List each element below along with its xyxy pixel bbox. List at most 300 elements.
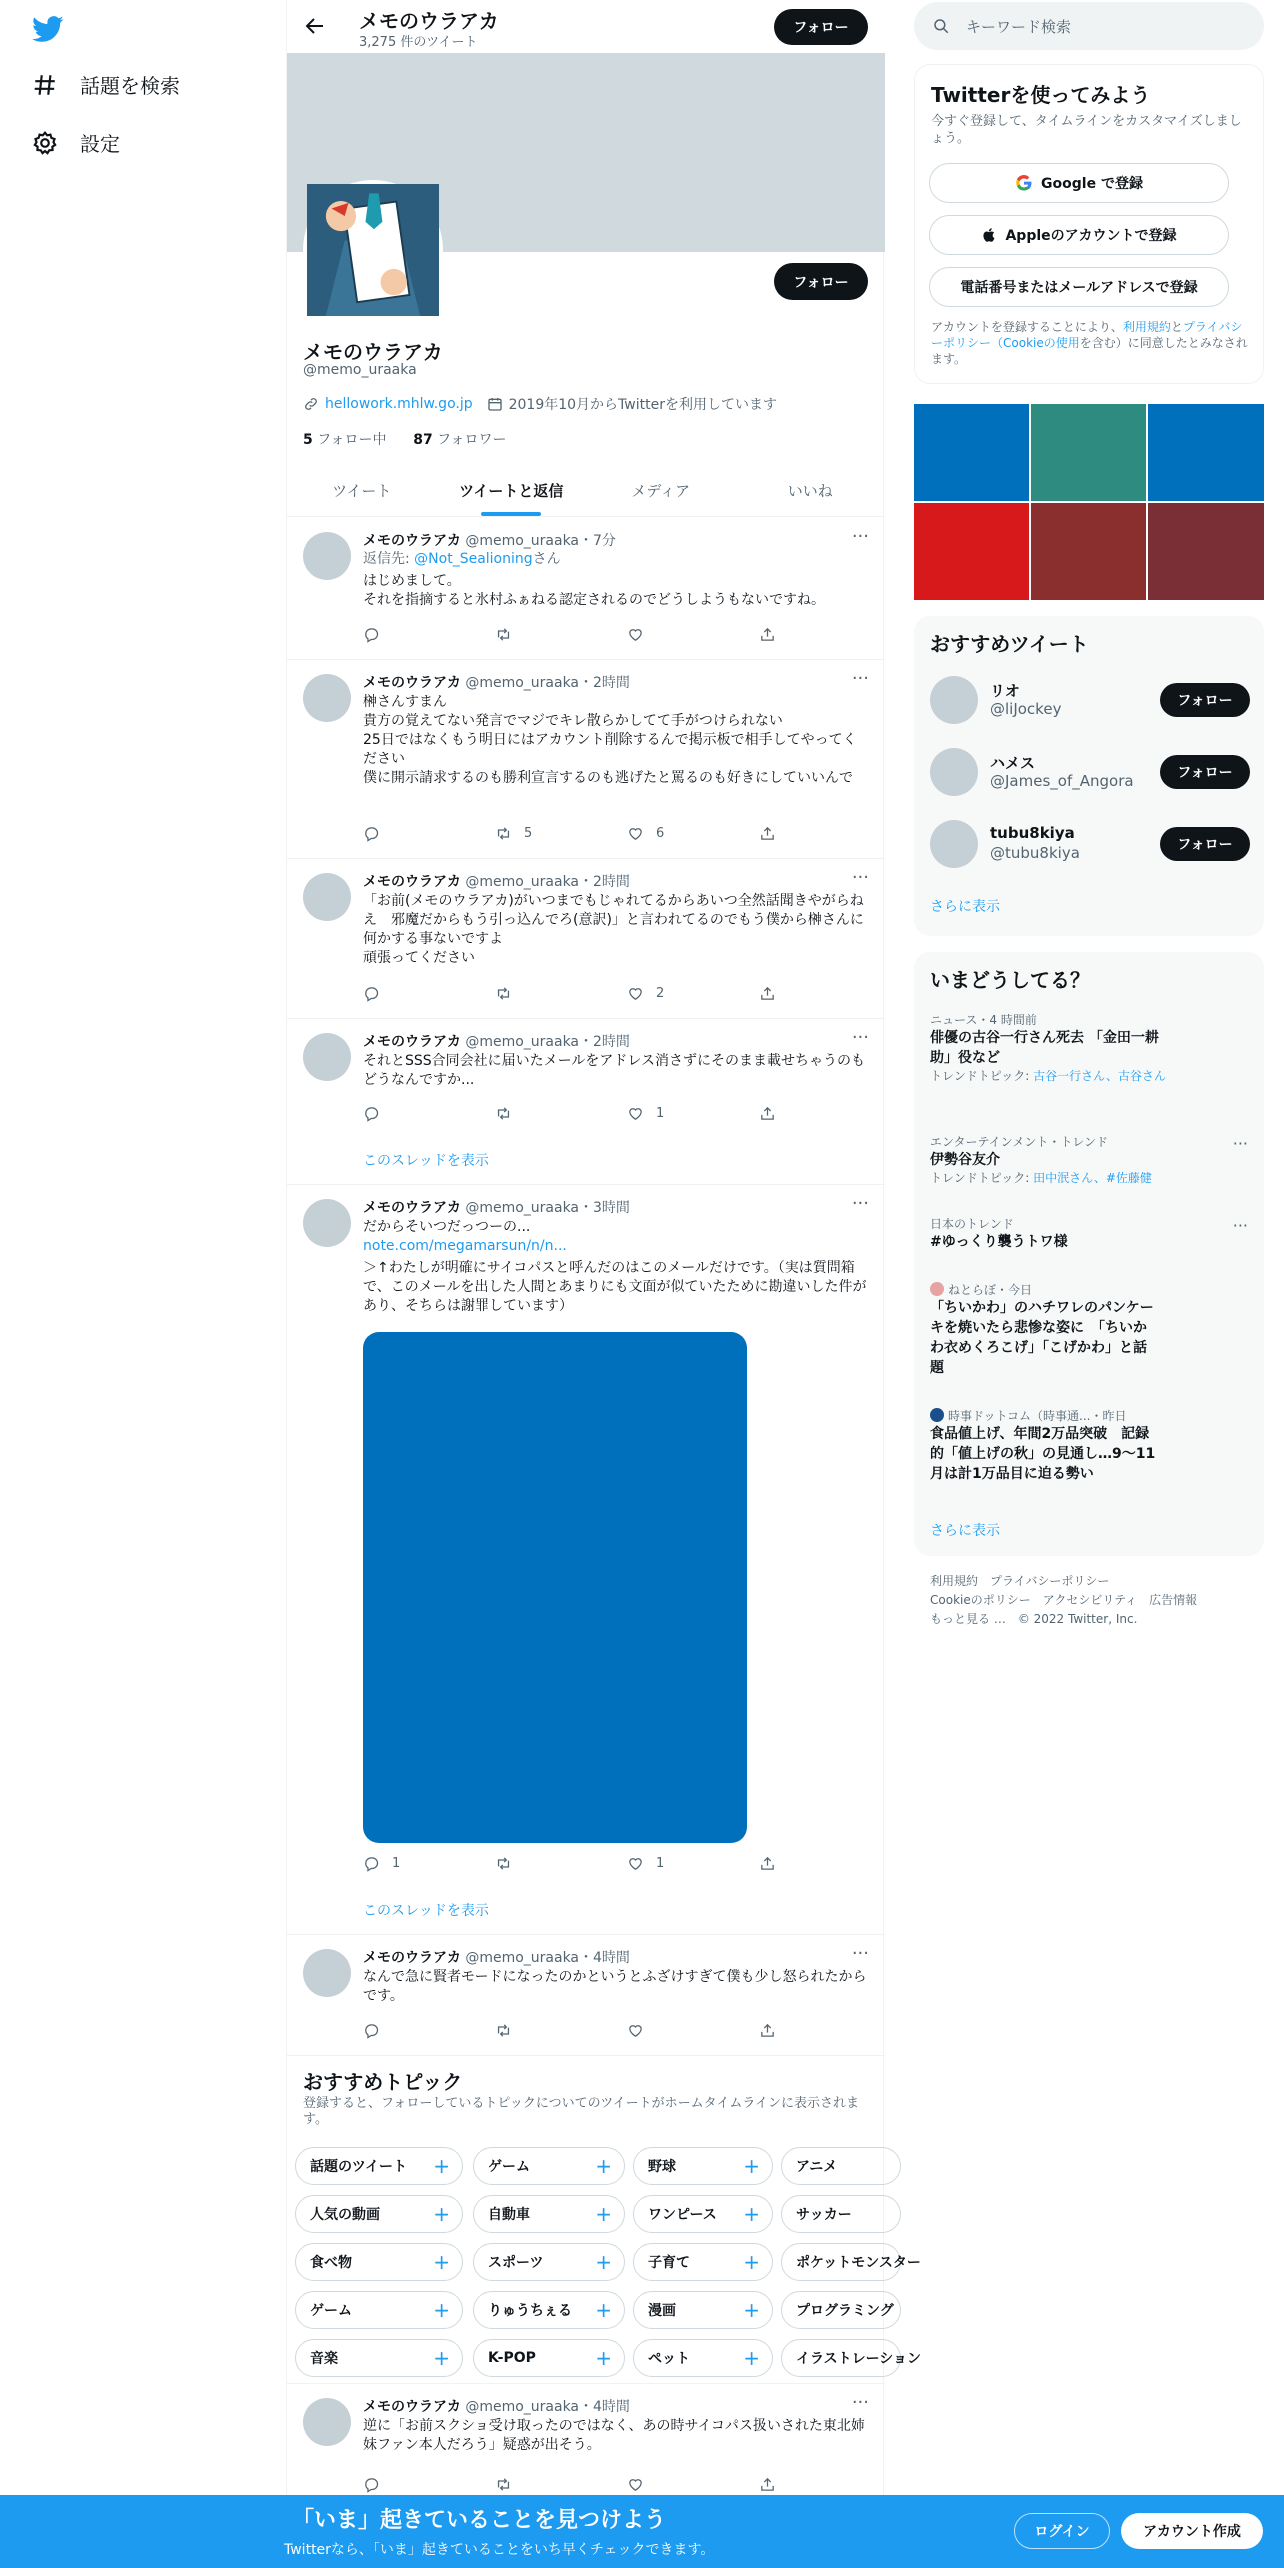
mosaic-tile[interactable] <box>1031 503 1146 600</box>
tweet-time[interactable]: 7分 <box>593 533 616 549</box>
privacy-link[interactable]: プライバシーポリシー（Cookieの使用 <box>931 320 1243 350</box>
topic-chip[interactable] <box>633 2339 773 2377</box>
topic-chip[interactable] <box>633 2291 773 2329</box>
tweet-header <box>363 871 630 891</box>
tweet-avatar[interactable] <box>303 873 351 921</box>
topic-chip-label: 話題のツイート <box>310 2159 408 2175</box>
trends-show-more[interactable]: さらに表示 <box>930 1523 1000 1539</box>
header-tweet-count: 3,275 件のツイート <box>359 35 478 50</box>
like-icon <box>627 626 644 643</box>
profile-meta <box>303 394 777 414</box>
followers-link[interactable] <box>413 432 506 448</box>
legal-post: を含む）に同意したとみなされます。 <box>931 336 1248 366</box>
recommend-user[interactable] <box>930 818 1250 870</box>
like-icon <box>627 1105 644 1122</box>
recommend-title: おすすめツイート <box>930 632 1089 656</box>
tweet-time[interactable]: 3時間 <box>593 1200 630 1216</box>
trend-title: 食品値上げ、年間2万品突破 記録的「値上げの秋」の見通し…9～11月は計1万品目に迫る勢い <box>930 1426 1156 1482</box>
reply-icon <box>363 825 380 842</box>
trend-item[interactable] <box>930 1216 1248 1252</box>
nav-explore[interactable] <box>32 70 180 99</box>
tweet-actions <box>363 1105 803 1125</box>
topic-chip-label: アニメ <box>796 2159 838 2175</box>
like-count: 1 <box>656 1856 665 1871</box>
plus-icon: + <box>743 2154 760 2178</box>
reply-button[interactable] <box>363 1855 400 1872</box>
signup-banner <box>0 2495 1284 2568</box>
google-signup-label: Google で登録 <box>1041 176 1143 192</box>
reply-icon <box>363 2476 380 2493</box>
back-arrow-icon[interactable] <box>303 14 327 38</box>
profile-follow-button[interactable]: フォロー <box>774 263 868 300</box>
plus-icon: + <box>743 2250 760 2274</box>
recommend-avatar[interactable] <box>930 748 978 796</box>
tweet-text: だからそいつだっつーの... <box>363 1219 531 1235</box>
like-icon <box>627 1855 644 1872</box>
followers-label: フォロワー <box>437 432 507 448</box>
trend-title: 俳優の古谷一行さん死去 「金田一耕助」役など <box>930 1030 1159 1066</box>
tweet-avatar[interactable] <box>303 1949 351 1997</box>
topic-chip-label: 自動車 <box>488 2207 530 2223</box>
topic-chip-label: K-POP <box>488 2350 536 2366</box>
recommend-follow-button[interactable]: フォロー <box>1160 683 1250 717</box>
tweet[interactable] <box>287 518 885 660</box>
tab-media[interactable]: メディア <box>631 481 691 500</box>
plus-icon: + <box>433 2298 450 2322</box>
tweet-dot: ・ <box>579 1200 594 1216</box>
plus-icon: + <box>595 2298 612 2322</box>
like-button[interactable] <box>627 626 656 643</box>
more-options-icon[interactable]: ··· <box>851 668 869 689</box>
share-button[interactable] <box>759 2022 776 2039</box>
reply-icon <box>363 1105 380 1122</box>
tweet-reply-context <box>363 550 869 569</box>
signup-title: Twitterを使ってみよう <box>931 83 1151 107</box>
search-placeholder: キーワード検索 <box>966 17 1072 36</box>
trend-topics-prefix: トレンドトピック: <box>930 1171 1034 1185</box>
plus-icon: + <box>433 2250 450 2274</box>
topic-chip-label: ゲーム <box>310 2303 352 2319</box>
topic-chip[interactable] <box>295 2291 463 2329</box>
retweet-count: 5 <box>524 826 533 841</box>
tweet-text: はじめまして。 それを指摘すると氷村ふぁねる認定されるのでどうしようもないですね。 <box>363 573 825 608</box>
tweet[interactable] <box>287 1185 885 1935</box>
nav-settings-label: 設定 <box>80 132 120 156</box>
tweet-time[interactable]: 2時間 <box>593 1034 630 1050</box>
share-icon <box>759 2022 776 2039</box>
tweet-header <box>363 530 616 550</box>
like-count: 2 <box>656 986 665 1001</box>
reply-button[interactable] <box>363 985 392 1002</box>
plus-icon: + <box>743 2346 760 2370</box>
header-name: メモのウラアカ <box>359 9 499 33</box>
trend-topics <box>930 1068 1170 1084</box>
share-button[interactable] <box>759 825 776 842</box>
tweet-dot: ・ <box>579 1034 594 1050</box>
mosaic-tile[interactable] <box>1148 404 1264 501</box>
topic-chip-label: 人気の動画 <box>310 2207 380 2223</box>
reply-button[interactable] <box>363 2022 392 2039</box>
recommend-name: tubu8kiya <box>990 824 1075 842</box>
topic-chip[interactable] <box>781 2243 921 2281</box>
share-button[interactable] <box>759 626 776 643</box>
share-icon <box>759 1855 776 1872</box>
more-options-icon[interactable]: ··· <box>851 526 869 547</box>
share-button[interactable] <box>759 1105 776 1122</box>
main-column <box>286 0 922 2568</box>
trend-more-icon[interactable]: ··· <box>1232 1216 1248 1235</box>
tweet-header <box>363 1947 630 1967</box>
recommend-show-more[interactable]: さらに表示 <box>930 899 1000 915</box>
followers-count: 87 <box>413 432 433 448</box>
topic-chip-label: 音楽 <box>310 2351 338 2367</box>
tweet-handle[interactable]: @memo_uraaka <box>465 874 580 890</box>
trend-item[interactable] <box>930 1012 1248 1084</box>
search-icon <box>932 17 950 35</box>
footer-links <box>930 1572 1248 1629</box>
retweet-icon <box>495 1105 512 1122</box>
recommend-user[interactable] <box>930 674 1250 726</box>
legal-and: と <box>1170 320 1183 334</box>
tweet-text: 逆に「お前スクショ受け取ったのではなく、あの時サイコパス扱いされた東北姉妹ファン本人だろう」疑惑が出そう。 <box>363 2418 865 2453</box>
tweet-dot: ・ <box>579 2399 594 2415</box>
profile-avatar[interactable] <box>303 180 443 320</box>
reply-icon <box>363 985 380 1002</box>
tab-tweets-and-replies[interactable]: ツイートと返信 <box>437 464 587 516</box>
create-account-button[interactable]: アカウント作成 <box>1121 2513 1263 2549</box>
topic-chip-label: プログラミング <box>796 2303 894 2319</box>
trend-category: ニュース・4 時間前 <box>930 1013 1037 1027</box>
recommend-avatar[interactable] <box>930 676 978 724</box>
like-icon <box>627 2022 644 2039</box>
topic-chip-label: 子育て <box>648 2255 690 2271</box>
tweet-actions <box>363 985 803 1005</box>
profile-joined: 2019年10月からTwitterを利用しています <box>508 397 777 413</box>
tweet-author[interactable]: メモのウラアカ <box>363 533 461 549</box>
share-icon <box>759 2476 776 2493</box>
topic-chip-label: サッカー <box>796 2207 852 2223</box>
more-options-icon[interactable]: ··· <box>851 1193 869 1214</box>
trend-topics <box>930 1170 1248 1186</box>
show-thread-link[interactable]: このスレッドを表示 <box>363 1903 489 1919</box>
tweet-header <box>363 672 630 692</box>
tweet[interactable] <box>287 1019 885 1185</box>
plus-icon: + <box>743 2202 760 2226</box>
tweet-dot: ・ <box>579 675 594 691</box>
trend-title: 伊勢谷友介 <box>930 1152 1000 1168</box>
tweet-handle[interactable]: @memo_uraaka <box>465 1200 580 1216</box>
topic-chip[interactable] <box>295 2195 463 2233</box>
tweet-actions <box>363 2476 803 2496</box>
nav-settings[interactable] <box>32 128 120 157</box>
retweet-button[interactable] <box>495 1105 524 1122</box>
more-options-icon[interactable]: ··· <box>851 2392 869 2413</box>
footer-line-2[interactable]: Cookieのポリシー アクセシビリティ 広告情報 <box>930 1593 1198 1607</box>
reply-icon <box>363 2022 380 2039</box>
retweet-button[interactable] <box>495 1855 524 1872</box>
plus-icon: + <box>433 2346 450 2370</box>
tweet-actions <box>363 2022 803 2042</box>
profile-tabs <box>287 464 885 517</box>
share-icon <box>759 1105 776 1122</box>
reply-button[interactable] <box>363 1105 392 1122</box>
google-icon <box>1015 174 1033 192</box>
tweet-text: 「お前(メモのウラアカ)がいつまでもじゃれてるからあいつ全然話聞きやがらねえ 邪魔だからもう引っ込んでろ(意訳)」と言われてるのでもう僕から榊さんに何かする事ないですよ 頑張ってください <box>363 893 864 966</box>
tweet-handle[interactable]: @memo_uraaka <box>465 533 580 549</box>
trend-category: 日本のトレンド <box>930 1217 1014 1231</box>
legal-pre: アカウントを登録することにより、 <box>931 320 1123 334</box>
topic-chip[interactable] <box>781 2195 901 2233</box>
plus-icon: + <box>595 2202 612 2226</box>
phone-email-signup-button[interactable]: 電話番号またはメールアドレスで登録 <box>929 267 1229 307</box>
profile-website-link[interactable]: hellowork.mhlw.go.jp <box>325 396 473 412</box>
topic-chip[interactable] <box>633 2195 773 2233</box>
more-options-icon[interactable]: ··· <box>851 1027 869 1048</box>
tweet-actions <box>363 1855 803 1875</box>
tweet-header <box>363 2396 630 2416</box>
topic-chip[interactable] <box>781 2291 901 2329</box>
topic-chip-label: ペット <box>648 2351 690 2367</box>
retweet-icon <box>495 2476 512 2493</box>
retweet-icon <box>495 2022 512 2039</box>
tweet-author[interactable]: メモのウラアカ <box>363 1950 461 1966</box>
tweet[interactable] <box>287 660 885 859</box>
tweet-avatar[interactable] <box>303 674 351 722</box>
tweet-handle[interactable]: @memo_uraaka <box>465 675 580 691</box>
share-button[interactable] <box>759 2476 776 2493</box>
trend-more-icon[interactable]: ··· <box>1232 1134 1248 1153</box>
tweet-handle[interactable]: @memo_uraaka <box>465 2399 580 2415</box>
trend-category <box>930 1408 1248 1424</box>
retweet-button[interactable] <box>495 2476 524 2493</box>
search-input[interactable] <box>914 2 1264 50</box>
tweet-time[interactable]: 2時間 <box>593 874 630 890</box>
share-icon <box>759 825 776 842</box>
media-mosaic <box>914 404 1264 600</box>
trend-source: ねとらぼ・今日 <box>948 1283 1033 1297</box>
more-options-icon[interactable]: ··· <box>851 1943 869 1964</box>
tweet-author[interactable]: メモのウラアカ <box>363 2399 461 2415</box>
recommend-user[interactable] <box>930 746 1250 798</box>
trend-topics-link[interactable]: 田中泯さん、#佐藤健 <box>1033 1171 1152 1185</box>
recommend-handle: @James_of_Angora <box>990 772 1134 790</box>
recommend-follow-button[interactable]: フォロー <box>1160 755 1250 789</box>
reply-prefix: 返信先: <box>363 551 410 567</box>
topic-chip[interactable] <box>295 2243 463 2281</box>
tweet-dot: ・ <box>579 1950 594 1966</box>
recommended-topics <box>287 2056 922 2384</box>
recommend-follow-button[interactable]: フォロー <box>1160 827 1250 861</box>
hash-icon <box>32 72 58 98</box>
plus-icon: + <box>595 2250 612 2274</box>
like-button[interactable] <box>627 825 664 842</box>
like-icon <box>627 2476 644 2493</box>
tweet-text: それとSSS合同会社に届いたメールをアドレス消さずにそのまま載せちゃうのもどうなんですか... <box>363 1053 865 1088</box>
tweet[interactable] <box>287 859 885 1019</box>
reply-suffix: さん <box>532 551 561 567</box>
tweet-author[interactable]: メモのウラアカ <box>363 1200 461 1216</box>
retweet-button[interactable] <box>495 2022 524 2039</box>
share-icon <box>759 626 776 643</box>
topic-chip-label: ワンピース <box>648 2207 717 2223</box>
tweet-dot: ・ <box>579 533 594 549</box>
topic-chip-label: 野球 <box>648 2159 676 2175</box>
tweet-text: なんで急に賢者モードになったのかというとふざけすぎて僕も少し怒られたからです。 <box>363 1969 867 2004</box>
like-button[interactable] <box>627 2022 656 2039</box>
tweet-header <box>363 1031 630 1051</box>
topic-chip-label: 食べ物 <box>310 2255 352 2271</box>
trend-topics-prefix: トレンドトピック: <box>930 1069 1034 1083</box>
tweet-link[interactable]: note.com/megamarsun/n/n... <box>363 1238 567 1254</box>
header-follow-button[interactable]: フォロー <box>774 9 868 45</box>
topic-chip-label: 漫画 <box>648 2303 676 2319</box>
tweet-header <box>363 1197 630 1217</box>
news-source-avatar <box>930 1408 944 1422</box>
like-count: 1 <box>656 1106 665 1121</box>
gear-icon <box>32 130 58 156</box>
terms-link[interactable]: 利用規約 <box>1122 320 1171 334</box>
mosaic-tile[interactable] <box>1031 404 1146 501</box>
retweet-button[interactable] <box>495 825 532 842</box>
topic-chip-label: ポケットモンスター <box>796 2255 921 2271</box>
signup-card <box>914 64 1264 384</box>
reply-mention-link[interactable]: @Not_Sealioning <box>414 551 533 567</box>
topic-chip[interactable] <box>781 2339 922 2377</box>
tweet-handle[interactable]: @memo_uraaka <box>465 1034 580 1050</box>
trends-title: いまどうしてる？ <box>930 968 1090 992</box>
topic-chip[interactable] <box>473 2291 625 2329</box>
tweet-avatar[interactable] <box>303 532 351 580</box>
recommend-avatar[interactable] <box>930 820 978 868</box>
plus-icon: + <box>433 2202 450 2226</box>
like-count: 6 <box>656 826 665 841</box>
tweet-author[interactable]: メモのウラアカ <box>363 1034 461 1050</box>
topic-chip[interactable] <box>473 2243 625 2281</box>
tweet-author[interactable]: メモのウラアカ <box>363 675 461 691</box>
retweet-icon <box>495 626 512 643</box>
tweet-avatar[interactable] <box>303 2398 351 2446</box>
left-nav <box>0 0 286 2568</box>
tweet-handle[interactable]: @memo_uraaka <box>465 1950 580 1966</box>
google-signup-button[interactable] <box>929 163 1229 203</box>
like-button[interactable] <box>627 985 664 1002</box>
retweet-button[interactable] <box>495 626 524 643</box>
login-button[interactable]: ログイン <box>1014 2513 1110 2549</box>
topic-chip[interactable] <box>781 2147 901 2185</box>
tweet-text: 榊さんすまん 貴方の覚えてない発言でマジでキレ散らかしてて手がつけられない 25日ではなくもう明日にはアカウント削除するんで掲示板で相手してやってください 僕に開示請求するのも勝利宣言するのも逃げたと罵るのも好きにしていいんで <box>363 694 857 786</box>
tweet-avatar[interactable] <box>303 1199 351 1247</box>
reply-button[interactable] <box>363 626 392 643</box>
share-button[interactable] <box>759 1855 776 1872</box>
apple-icon <box>981 226 997 244</box>
reply-button[interactable] <box>363 2476 392 2493</box>
calendar-icon <box>487 396 503 412</box>
like-button[interactable] <box>627 1855 664 1872</box>
plus-icon: + <box>743 2298 760 2322</box>
footer-line-1[interactable]: 利用規約 プライバシーポリシー <box>930 1574 1110 1588</box>
recommend-name: ハメス <box>990 754 1036 772</box>
trend-title: 「ちいかわ」のハチワレのパンケーキを焼いたら悲惨な姿に 「ちいかわ衣めくろこげ」「こげかわ」と話題 <box>930 1300 1154 1376</box>
trend-item[interactable] <box>930 1408 1248 1484</box>
topic-chip[interactable] <box>473 2339 625 2377</box>
news-source-avatar <box>930 1282 944 1296</box>
recommend-handle: @tubu8kiya <box>990 844 1080 862</box>
tab-likes[interactable]: いいね <box>787 481 833 500</box>
right-sidebar <box>914 0 1264 2568</box>
signup-legal <box>931 319 1249 367</box>
show-thread-link[interactable]: このスレッドを表示 <box>363 1153 489 1169</box>
tweet[interactable] <box>287 1935 885 2056</box>
profile-follow-counts <box>303 429 506 449</box>
apple-signup-button[interactable] <box>929 215 1229 255</box>
plus-icon: + <box>595 2346 612 2370</box>
topic-chip[interactable] <box>473 2195 625 2233</box>
trend-source: 時事ドットコム（時事通...・昨日 <box>948 1409 1127 1423</box>
who-to-follow-card <box>914 616 1264 936</box>
topics-subtitle: 登録すると、フォローしているトピックについてのツイートがホームタイムラインに表示されます。 <box>303 2096 860 2127</box>
tweet-time[interactable]: 4時間 <box>593 1950 630 1966</box>
nav-explore-label: 話題を検索 <box>80 74 180 98</box>
tab-tweets[interactable]: ツイート <box>332 481 392 500</box>
following-label: フォロー中 <box>317 432 387 448</box>
mosaic-tile[interactable] <box>914 404 1029 501</box>
topic-chip[interactable] <box>295 2339 463 2377</box>
following-link[interactable] <box>303 432 387 448</box>
topic-chip[interactable] <box>295 2147 463 2185</box>
topic-chip-label: スポーツ <box>488 2255 544 2271</box>
retweet-icon <box>495 825 512 842</box>
like-icon <box>627 985 644 1002</box>
reply-icon <box>363 626 380 643</box>
trend-category <box>930 1282 1248 1298</box>
trend-item[interactable] <box>930 1134 1248 1186</box>
topic-chip[interactable] <box>473 2147 625 2185</box>
reply-icon <box>363 1855 380 1872</box>
twitter-logo-icon[interactable] <box>32 13 64 45</box>
tweet[interactable] <box>287 2384 885 2504</box>
trend-topics-link[interactable]: 古谷一行さん、古谷さん <box>1033 1069 1166 1083</box>
topic-chip-label: ゲーム <box>488 2159 530 2175</box>
tweet-time[interactable]: 4時間 <box>593 2399 630 2415</box>
trends-card <box>914 952 1264 1556</box>
tweet-time[interactable]: 2時間 <box>593 675 630 691</box>
footer-line-3[interactable]: もっと見る … © 2022 Twitter, Inc. <box>930 1612 1138 1626</box>
topic-chip[interactable] <box>633 2243 773 2281</box>
tweet-author[interactable]: メモのウラアカ <box>363 874 461 890</box>
tweet-avatar[interactable] <box>303 1033 351 1081</box>
share-icon <box>759 985 776 1002</box>
like-button[interactable] <box>627 1105 664 1122</box>
tweet-actions <box>363 626 803 646</box>
share-button[interactable] <box>759 985 776 1002</box>
more-options-icon[interactable]: ··· <box>851 867 869 888</box>
retweet-button[interactable] <box>495 985 524 1002</box>
plus-icon: + <box>595 2154 612 2178</box>
tweet-media[interactable] <box>363 1332 747 1843</box>
avatar-illustration <box>307 184 439 316</box>
signup-banner-subtitle: Twitterなら、「いま」起きていることをいち早くチェックできます。 <box>284 2542 715 2558</box>
signup-subtitle: 今すぐ登録して、タイムラインをカスタマイズしましょう。 <box>931 114 1242 146</box>
trend-item[interactable] <box>930 1282 1248 1378</box>
mosaic-tile[interactable] <box>1148 503 1264 600</box>
reply-button[interactable] <box>363 825 392 842</box>
like-button[interactable] <box>627 2476 656 2493</box>
following-count: 5 <box>303 432 313 448</box>
signup-banner-title: 「いま」起きていることを見つけよう <box>292 2508 667 2533</box>
like-icon <box>627 825 644 842</box>
mosaic-tile[interactable] <box>914 503 1029 600</box>
topic-chip[interactable] <box>633 2147 773 2185</box>
